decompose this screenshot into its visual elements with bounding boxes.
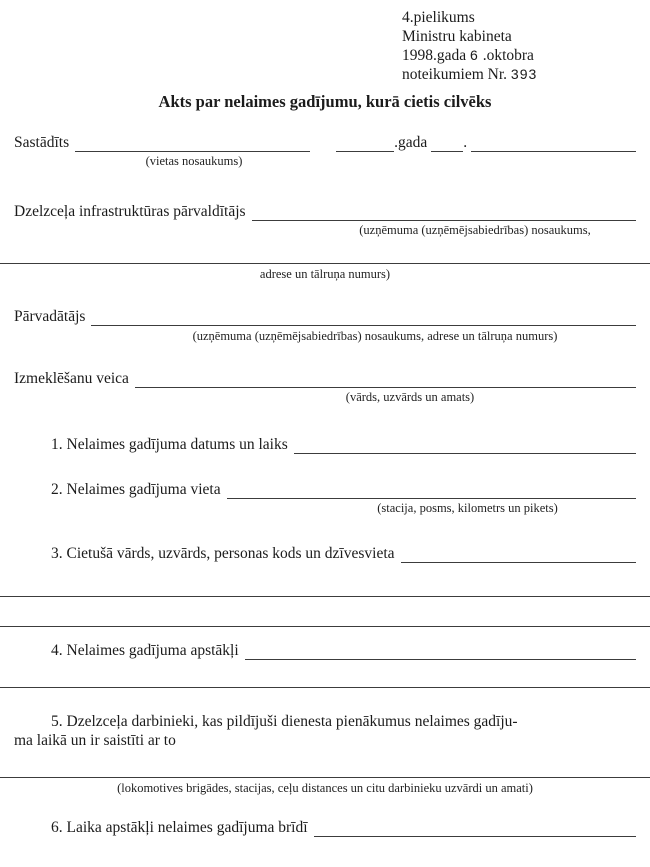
investigator-label: Izmeklēšanu veica xyxy=(14,370,129,387)
carrier-blank xyxy=(91,309,636,326)
infrastructure-hint-1: (uzņēmuma (uzņēmējsabiedrības) nosaukums, xyxy=(359,223,591,237)
compiled-day-blank xyxy=(431,135,463,152)
infrastructure-hint-2: adrese un tālruņa numurs) xyxy=(259,267,391,281)
item3-blank xyxy=(401,546,636,563)
infrastructure-row xyxy=(14,202,636,221)
infrastructure-blank xyxy=(252,204,636,221)
compiled-row xyxy=(14,133,636,152)
infrastructure-label: Dzelzceļa infrastruktūras pārvaldītājs xyxy=(14,203,246,220)
regulation-number: 393 xyxy=(510,66,538,82)
item3-row xyxy=(14,544,636,563)
infrastructure-continuation-line xyxy=(0,263,650,264)
investigator-row xyxy=(14,369,636,388)
item5-text-line1: 5. Dzelzceļa darbinieki, kas pildījuši dienesta pienākumus nelaimes gadīju- xyxy=(51,713,518,730)
item3-continuation-line-2 xyxy=(0,626,650,627)
item1-label: 1. Nelaimes gadījuma datums un laiks xyxy=(51,436,288,453)
item5-text-line2: ma laikā un ir saistīti ar to xyxy=(14,732,176,749)
gada-label: .gada xyxy=(394,134,428,151)
compiled-year-blank xyxy=(336,135,394,152)
compiled-hint: (vietas nosaukums) xyxy=(145,154,243,168)
item6-blank xyxy=(314,820,636,837)
item4-continuation-line xyxy=(0,687,650,688)
item2-hint: (stacija, posms, kilometrs un pikets) xyxy=(377,501,558,515)
appendix-line: 4.pielikums xyxy=(402,9,475,26)
form-title: Akts par nelaimes gadījumu, kurā cietis cilvēks xyxy=(158,92,492,111)
item5-paragraph xyxy=(14,712,636,750)
item2-blank xyxy=(227,482,636,499)
item2-label: 2. Nelaimes gadījuma vieta xyxy=(51,481,221,498)
item1-row xyxy=(14,435,636,454)
item5-hint: (lokomotives brigādes, stacijas, ceļu distances un citu darbinieku uzvārdi un amati) xyxy=(117,781,533,795)
item4-blank xyxy=(245,643,636,660)
item3-label: 3. Cietušā vārds, uzvārds, personas kods un dzīvesvieta xyxy=(51,545,395,562)
investigator-hint: (vārds, uzvārds un amats) xyxy=(345,390,475,404)
item3-continuation-line-1 xyxy=(0,596,650,597)
date-year-prefix: 1998.gada xyxy=(402,47,467,64)
item5-answer-line xyxy=(0,777,650,778)
investigator-blank xyxy=(135,371,636,388)
carrier-label: Pārvadātājs xyxy=(14,308,86,325)
regulation-prefix: noteikumiem Nr. xyxy=(402,66,508,83)
date-line xyxy=(402,46,636,65)
cabinet-line: Ministru kabineta xyxy=(402,28,512,45)
carrier-hint: (uzņēmuma (uzņēmējsabiedrības) nosaukums, adrese un tālruņa numurs) xyxy=(192,329,558,343)
date-day-value: 6 xyxy=(470,47,479,63)
dot-label: . xyxy=(463,134,468,151)
compiled-label: Sastādīts xyxy=(14,134,70,151)
compiled-month-blank xyxy=(471,135,636,152)
carrier-row xyxy=(14,307,636,326)
item6-label: 6. Laika apstākļi nelaimes gadījuma brīdī xyxy=(51,819,308,836)
item2-row xyxy=(14,480,636,499)
regulation-header xyxy=(402,8,636,84)
item1-blank xyxy=(294,437,636,454)
date-month-suffix: .oktobra xyxy=(482,47,534,64)
item6-row xyxy=(14,818,636,837)
item4-label: 4. Nelaimes gadījuma apstākļi xyxy=(51,642,239,659)
compiled-place-blank xyxy=(75,135,310,152)
item4-row xyxy=(14,641,636,660)
regulation-line xyxy=(402,65,636,84)
